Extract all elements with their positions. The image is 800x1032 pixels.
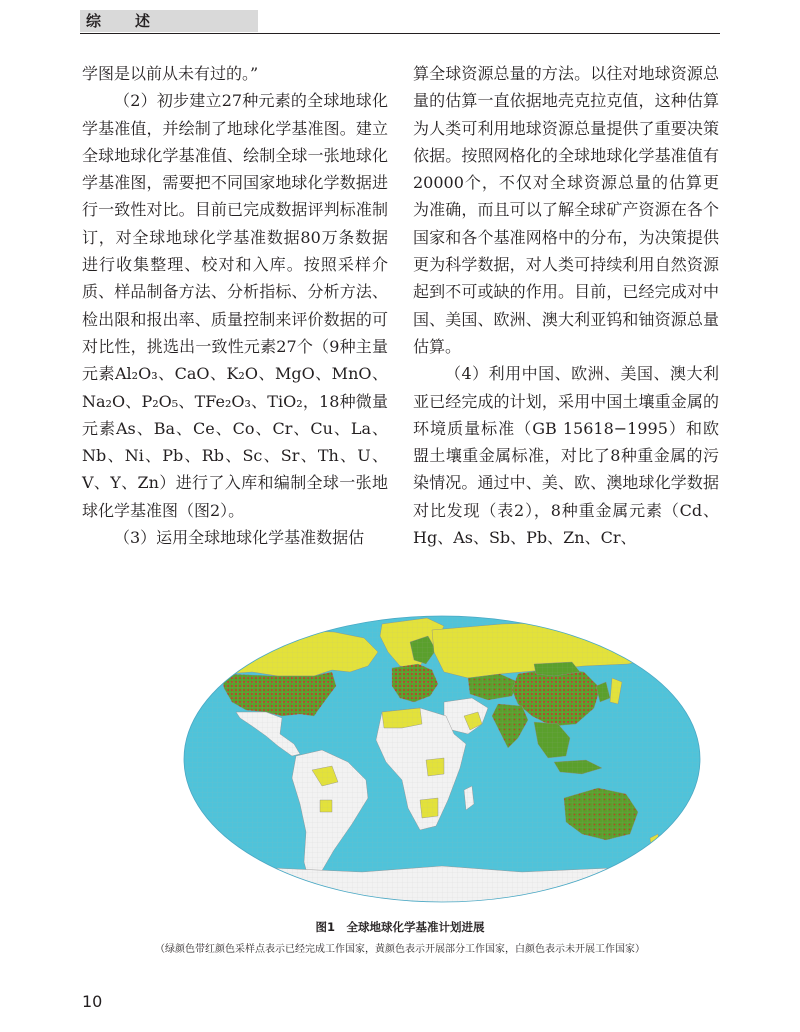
left-paragraph-2: （2）初步建立27种元素的全球地球化学基准值，并绘制了地球化学基准图。建立全球地球化学基准值、绘制全球一张地球化学基准图，需要把不同国家地球化学数据进行一致性对比。目前已完成数据评判标准制订，对全球地球化学基准数据80万条数据进行收集整理、校对和入库。按照采样介质、样品制备方法、分析指标、分析方法、检出限和报出率、质量控制来评价数据的可对比性，挑选出一致性元素27个（9种主量元素Al₂O₃、CaO、K₂O、MgO、MnO、Na₂O、P₂O₅、TFe₂O₃、TiO₂，18种微量元素As、Ba、Ce、Co、Cr、Cu、La、Nb、Ni、Pb、Rb、Sc、Sr、Th、U、V、Y、Zn）进行了入库和编制全球一张地球化学基准图（图2）。: [82, 91, 388, 520]
header-rule: [80, 33, 720, 34]
grid-overlay: [182, 612, 702, 907]
left-paragraph-1: 学图是以前从未有过的。”: [82, 64, 259, 83]
right-column: [413, 60, 719, 551]
figure-caption-title: 图1 全球地球化学基准计划进展: [315, 920, 485, 934]
figure-caption-note: （绿颜色带红颜色采样点表示已经完成工作国家，黄颜色表示开展部分工作国家，白颜色表示未开展工作国家）: [155, 944, 645, 955]
world-map: [182, 612, 702, 907]
section-label: 综述: [86, 12, 185, 30]
right-paragraph-1: 算全球资源总量的方法。以往对地球资源总量的估算一直依据地壳克拉克值，这种估算为人类可利用地球资源总量提供了重要决策依据。按照网格化的全球地球化学基准值有20000个，不仅对全球资源总量的估算更为准确，而且可以了解全球矿产资源在各个国家和各个基准网格中的分布，为决策提供更为科学数据，对人类可持续利用自然资源起到不可或缺的作用。目前，已经完成对中国、美国、欧洲、澳大利亚钨和铀资源总量估算。: [413, 64, 719, 356]
page-number: 10: [82, 992, 103, 1011]
world-map-figure: [182, 612, 702, 907]
left-column: [82, 60, 388, 551]
left-paragraph-3: （3）运用全球地球化学基准数据估: [114, 528, 365, 548]
right-paragraph-2: （4）利用中国、欧洲、美国、澳大利亚已经完成的计划，采用中国土壤重金属的环境质量标准（GB 15618−1995）和欧盟土壤重金属标准，对比了8种重金属的污染情况。通过中、美、欧、澳地球化学数据对比发现（表2），8种重金属元素（Cd、Hg、As、Sb、Pb、Zn、Cr、: [413, 364, 719, 548]
alaska: [192, 648, 222, 670]
